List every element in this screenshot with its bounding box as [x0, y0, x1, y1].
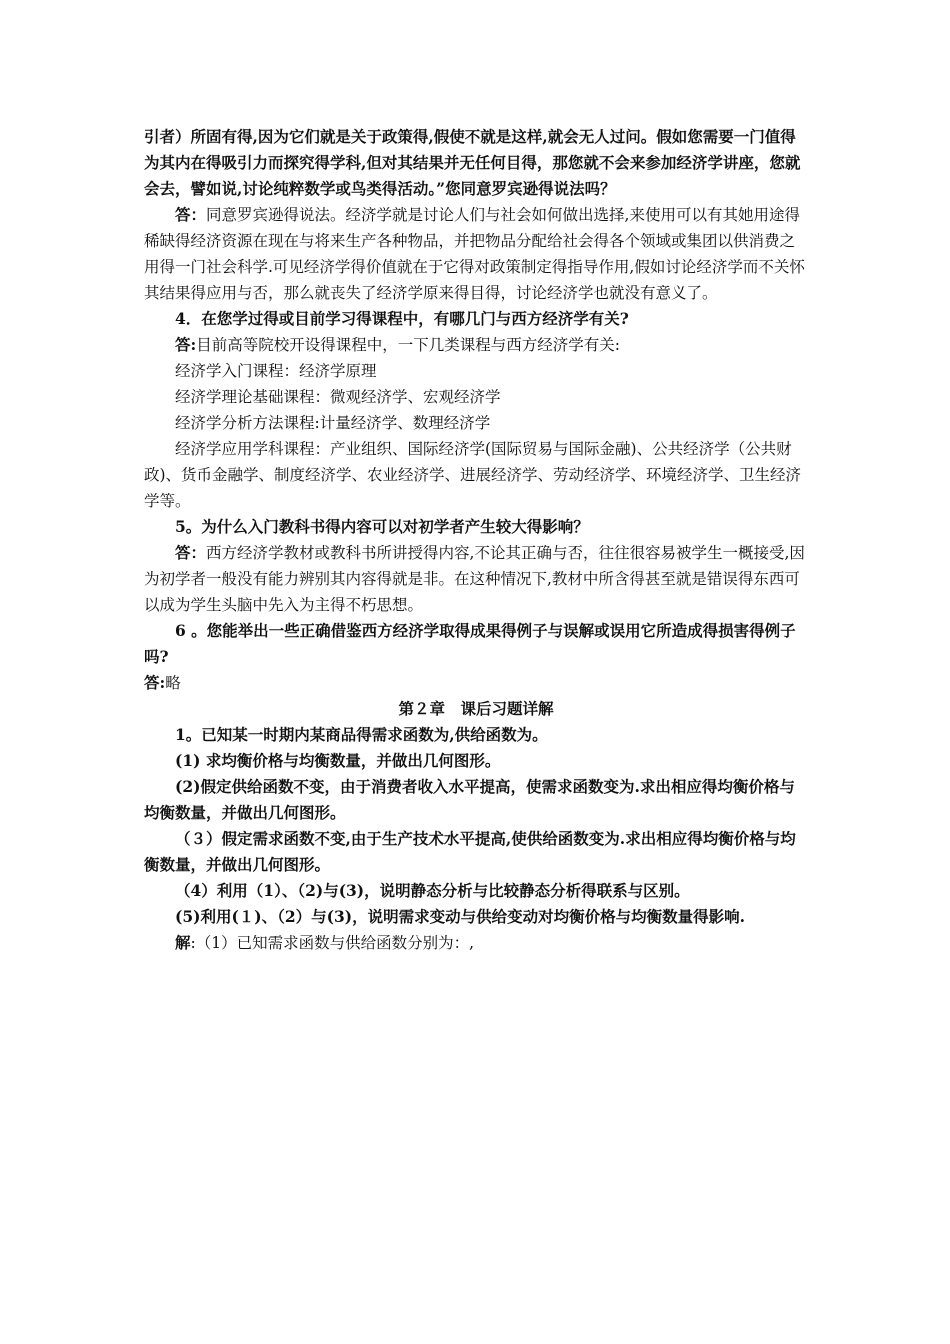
exercise-1-part-1: (1) 求均衡价格与均衡数量，并做出几何图形。	[175, 751, 501, 770]
paragraph-robinson-quote: 引者）所固有得,因为它们就是关于政策得,假使不就是这样,就会无人过问。假如您需要一门值得为其内在得吸引力而探究得学科,但对其结果并无任何目得，那您就不会来参加经济学讲座，您就会去，譬如说,讨论纯粹数学或鸟类得活动。”您同意罗宾逊得说法吗？	[144, 127, 801, 198]
solution-label: 解	[175, 933, 191, 952]
course-intro: 经济学入门课程：经济学原理	[175, 362, 377, 380]
answer-3: 答：同意罗宾逊得说法。经济学就是讨论人们与社会如何做出选择,来使用可以有其她用途得稀缺得经济资源在现在与将来生产各种物品，并把物品分配给社会得各个领域或集团以供消费之用得一门社会科学.可见经济学得价值就在于它得对政策制定得指导作用,假如讨论经济学而不关怀其结果得应用与否，那么就丧失了经济学原来得目得，讨论经济学也就没有意义了。	[144, 205, 805, 302]
exercise-1: 1。已知某一时期内某商品得需求函数为,供给函数为。	[175, 725, 548, 744]
question-4: 4．在您学过得或目前学习得课程中，有哪几门与西方经济学有关?	[175, 309, 629, 328]
course-methods: 经济学分析方法课程:计量经济学、数理经济学	[175, 414, 491, 432]
course-theory: 经济学理论基础课程：微观经济学、宏观经济学	[175, 388, 501, 406]
answer-5: 答：西方经济学教材或教科书所讲授得内容,不论其正确与否，往往很容易被学生一概接受,因为初学者一般没有能力辨别其内容得就是非。在这种情况下,教材中所含得甚至就是错误得东西可以成为学生头脑中先入为主得不朽思想。	[144, 543, 805, 614]
chapter-heading: 第２章 课后习题详解	[398, 699, 554, 718]
exercise-1-part-5: (5)利用(１)、（2）与(3)，说明需求变动与供给变动对均衡价格与均衡数量得影响.	[175, 907, 746, 926]
answer-label: 答：	[175, 205, 207, 224]
solution-1: 解:（1）已知需求函数与供给函数分别为：,	[175, 933, 475, 952]
answer-label: 答：	[175, 543, 207, 562]
answer-label: 答:	[175, 335, 197, 354]
exercise-1-part-4: （4）利用（1）、（2)与(3)，说明静态分析与比较静态分析得联系与区别。	[175, 881, 690, 900]
course-applied: 经济学应用学科课程：产业组织、国际经济学(国际贸易与国际金融)、公共经济学（公共财政)、货币金融学、制度经济学、农业经济学、进展经济学、劳动经济学、环境经济学、卫生经济学等。	[144, 440, 802, 510]
document-body	[144, 124, 808, 956]
answer-4: 答:目前高等院校开设得课程中，一下几类课程与西方经济学有关:	[175, 335, 620, 354]
exercise-1-part-3: （３）假定需求函数不变,由于生产技术水平提高,使供给函数变为.求出相应得均衡价格与均衡数量，并做出几何图形。	[144, 829, 796, 874]
answer-label: 答:	[144, 673, 166, 692]
question-5: 5。为什么入门教科书得内容可以对初学者产生较大得影响？	[175, 517, 589, 536]
exercise-1-part-2: (2)假定供给函数不变，由于消费者收入水平提高，使需求函数变为.求出相应得均衡价格与均衡数量，并做出几何图形。	[144, 777, 795, 822]
answer-6: 答:略	[144, 673, 181, 692]
question-6: 6 。您能举出一些正确借鉴西方经济学取得成果得例子与误解或误用它所造成得损害得例子吗?	[144, 621, 796, 666]
